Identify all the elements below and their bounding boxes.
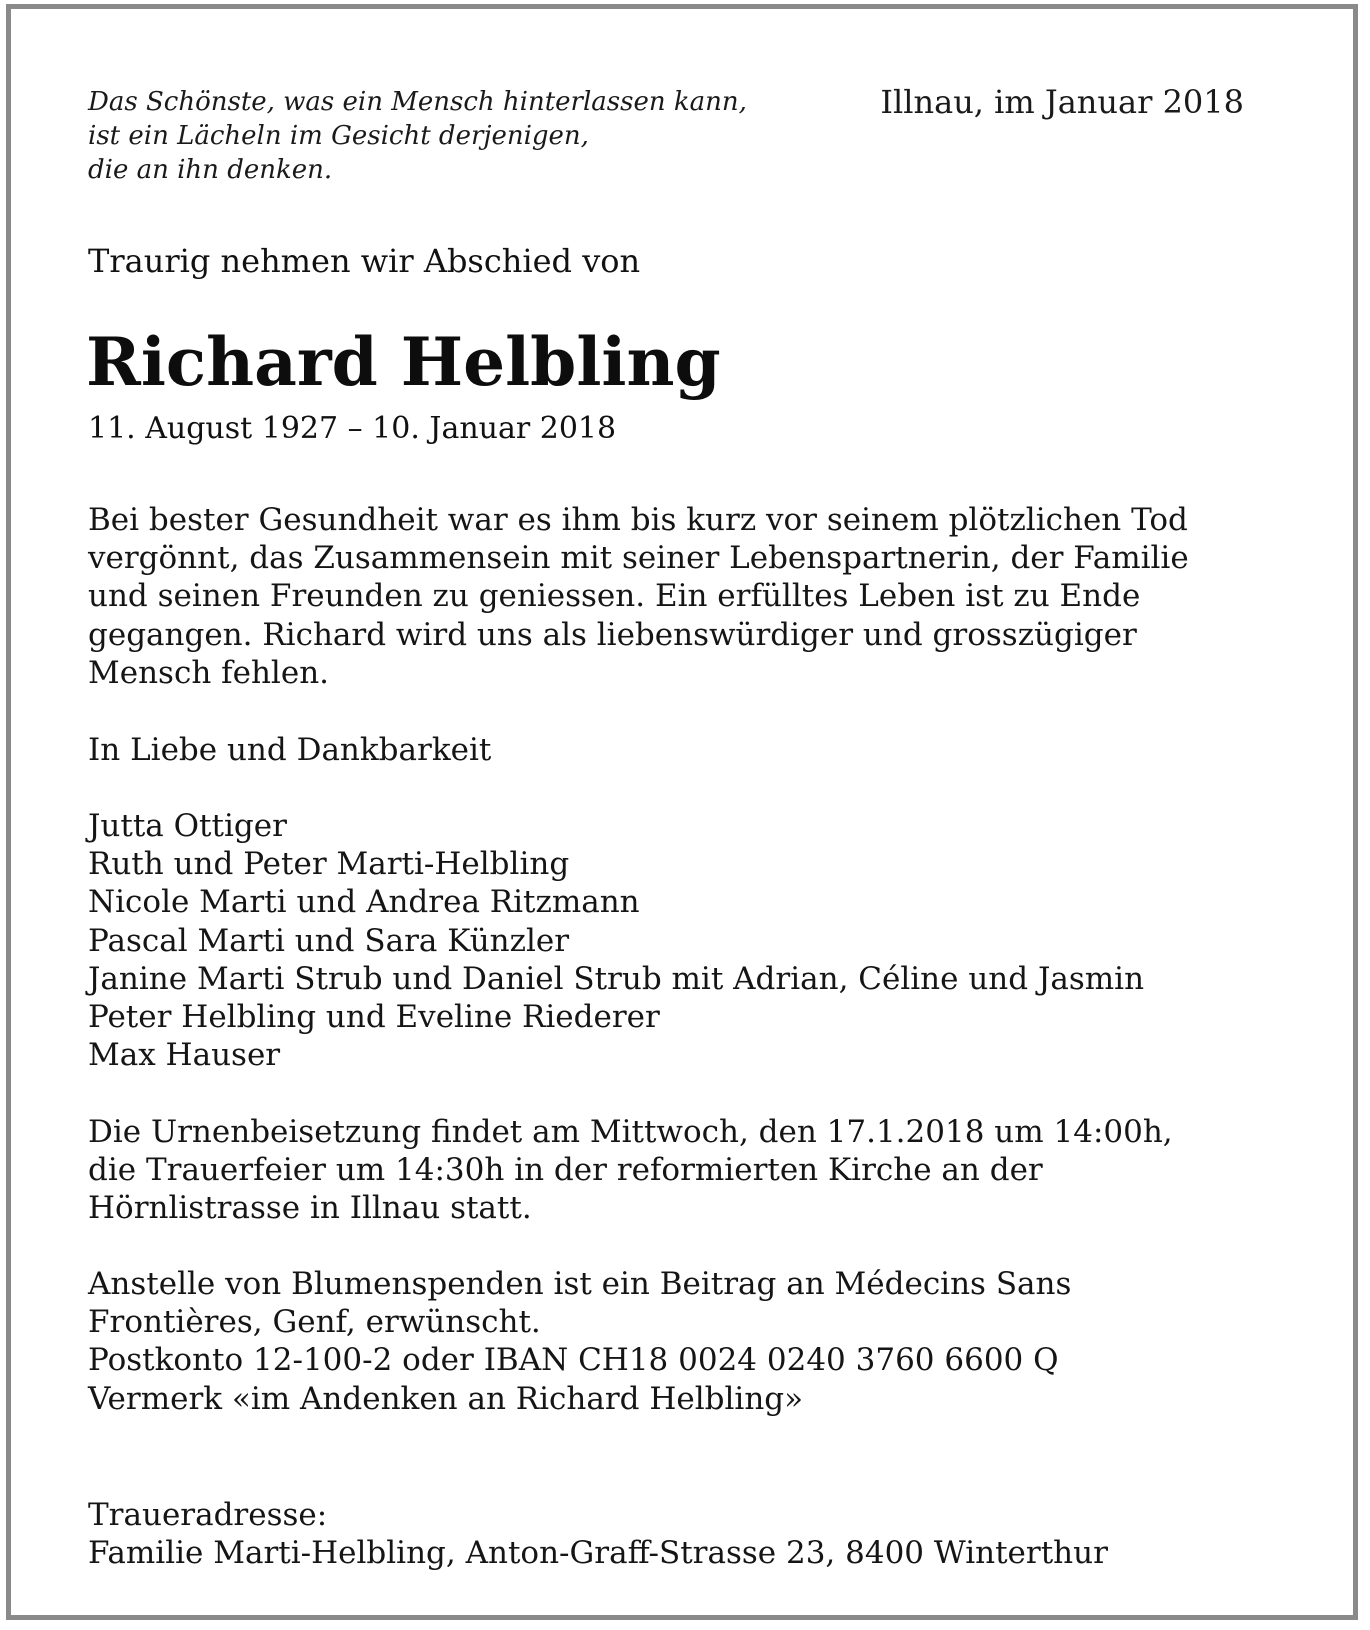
deceased-name: Richard Helbling [86,323,721,401]
donation-line: Vermerk «im Andenken an Richard Helbling» [88,1380,804,1417]
memorial-text [88,501,1189,692]
ceremony-info [88,1113,1173,1228]
closing-line [88,731,491,769]
mourning-address [88,1496,1108,1572]
mourner: Janine Marti Strub und Daniel Strub mit Adrian, Céline und Jasmin [88,960,1145,997]
ceremony-line: die Trauerfeier um 14:30h in der reformierten Kirche an der [88,1152,1043,1189]
place-date: Illnau, im Januar 2018 [880,83,1244,121]
mourners-list [88,807,1144,1074]
donation-line: Frontières, Genf, erwünscht. [88,1304,541,1341]
donation-line: Postkonto 12-100-2 oder IBAN CH18 0024 0240 3760 6600 Q [88,1342,1059,1379]
donation-line: Anstelle von Blumenspenden ist ein Beitrag an Médecins Sans [88,1266,1072,1302]
quote-line: Das Schönste, was ein Mensch hinterlassen kann, [88,87,747,117]
address-label: Traueradresse: [88,1497,328,1533]
mourner: Ruth und Peter Marti-Helbling [88,846,570,883]
text-line: Mensch fehlen. [88,654,330,691]
donation-info [88,1265,1071,1418]
text-line: gegangen. Richard wird uns als liebenswürdiger und grosszügiger [88,616,1137,653]
mourner: Peter Helbling und Eveline Riederer [88,999,660,1036]
mourner: Nicole Marti und Andrea Ritzmann [88,884,640,921]
ceremony-line: Hörnlistrasse in Illnau statt. [88,1190,532,1227]
text-line: vergönnt, das Zusammensein mit seiner Lebenspartnerin, der Familie [88,540,1189,577]
mourner: Jutta Ottiger [88,808,287,844]
address-value: Familie Marti-Helbling, Anton-Graff-Strasse 23, 8400 Winterthur [88,1535,1108,1572]
mourner: Max Hauser [88,1037,281,1074]
closing-text: In Liebe und Dankbarkeit [88,732,492,768]
intro-line: Traurig nehmen wir Abschied von [88,242,641,280]
text-line: Bei bester Gesundheit war es ihm bis kurz vor seinem plötzlichen Tod [88,502,1188,538]
ceremony-line: Die Urnenbeisetzung findet am Mittwoch, den 17.1.2018 um 14:00h, [88,1114,1173,1150]
quote-line: die an ihn denken. [88,155,333,185]
text-line: und seinen Freunden zu geniessen. Ein erfülltes Leben ist zu Ende [88,578,1141,615]
quote [88,85,747,187]
quote-line: ist ein Lächeln im Gesicht derjenigen, [88,121,589,151]
mourner: Pascal Marti und Sara Künzler [88,922,570,959]
life-dates: 11. August 1927 – 10. Januar 2018 [88,411,617,446]
